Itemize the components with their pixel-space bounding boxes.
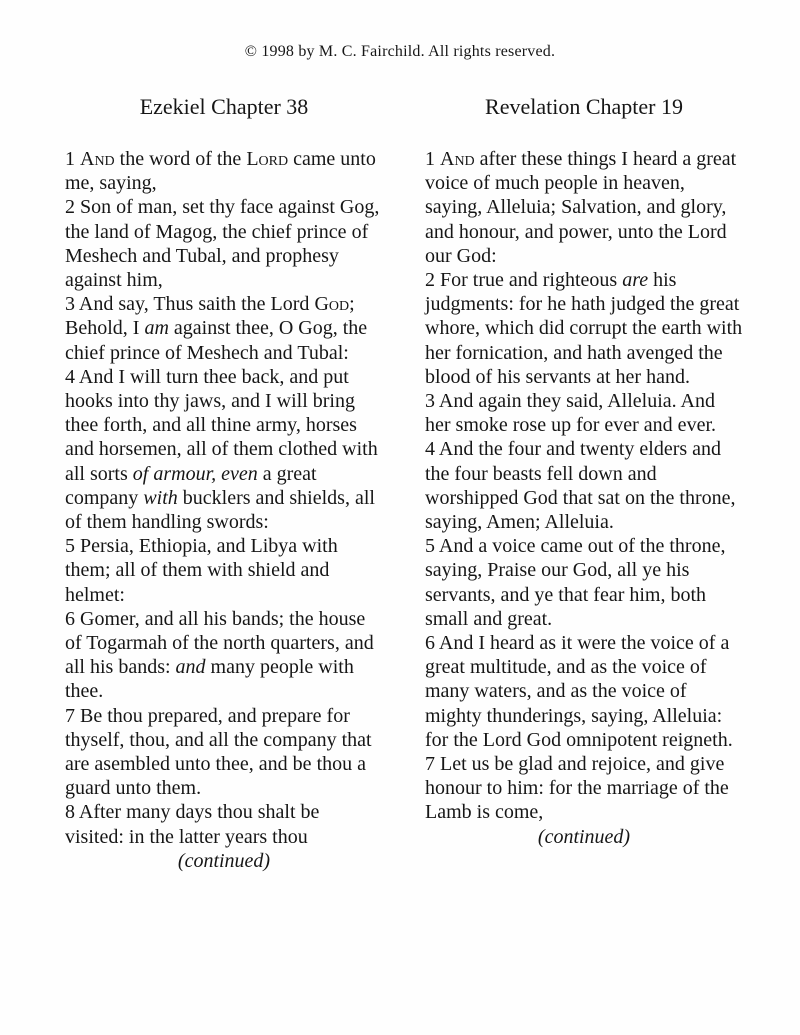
verse-text: 3 And again they said, Alleluia. And her smoke rose up for ever and ever.	[425, 390, 716, 437]
verse-text: 6 Gomer, and all his bands; the house of Togarmah of the north quarters, and all his bands:	[65, 607, 374, 679]
verse-text: 5 Persia, Ethiopia, and Libya with them; all of them with shield and helmet:	[65, 535, 338, 606]
verse-text: after these things I heard a great voice of much people in heaven, saying, Alleluia; Salvation, and glory, and honour, and power, unto the Lord our God:	[425, 148, 737, 267]
verse-paragraph	[65, 195, 383, 292]
verse-text: 1	[65, 148, 80, 170]
verse-text: 3 And say, Thus saith the Lord	[65, 293, 315, 316]
verse-text-block-ezekiel	[65, 147, 383, 849]
small-caps-text: God	[314, 293, 350, 316]
verse-paragraph	[65, 704, 383, 801]
verse-text: against thee, O Gog, the chief prince of Meshech and Tubal:	[65, 317, 368, 364]
verse-paragraph	[65, 800, 383, 848]
verse-paragraph	[425, 389, 743, 437]
verse-text: ; Behold, I	[65, 293, 355, 340]
italic-text: of armour, even	[132, 462, 258, 485]
copyright-notice: © 1998 by M. C. Fairchild. All rights reserved.	[244, 43, 556, 60]
verse-paragraph	[65, 292, 383, 365]
verse-paragraph	[65, 147, 383, 195]
verse-text: 7 Be thou prepared, and prepare for thyself, thou, and all the company that are asembled unto thee, and be thou a guard unto them.	[65, 704, 372, 800]
verse-paragraph	[425, 147, 743, 268]
verse-paragraph	[425, 437, 743, 534]
verse-text: a great company	[65, 462, 317, 509]
two-column-layout	[0, 94, 800, 873]
verse-text: 2 For true and righteous	[425, 269, 623, 292]
italic-text: are	[622, 269, 649, 292]
verse-text: 4 And I will turn thee back, and put hooks into thy jaws, and I will bring thee forth, and all thine army, horses and horsemen, all of them clothed with all sorts	[65, 365, 378, 485]
verse-text: 8 After many days thou shalt be visited: in the latter years thou	[65, 801, 320, 848]
verse-text: 5 And a voice came out of the throne, saying, Praise our God, all ye his servants, and ye that fear him, both small and great.	[425, 535, 726, 630]
column-title-revelation: Revelation Chapter 19	[485, 94, 683, 119]
verse-text: 7 Let us be glad and rejoice, and give honour to him: for the marriage of the Lamb is come,	[425, 753, 729, 824]
verse-text: many people with thee.	[65, 656, 354, 703]
italic-text: am	[144, 317, 169, 340]
verse-text: 6 And I heard as it were the voice of a great multitude, and as the voice of many waters, and as the voice of mighty thunderings, saying, Alleluia: for the Lord God omnipotent reigneth.	[425, 632, 733, 751]
verse-paragraph	[425, 631, 743, 752]
italic-text: and	[175, 656, 206, 679]
small-caps-text: And	[80, 148, 115, 170]
verse-text: 1	[425, 148, 440, 170]
verse-paragraph	[425, 534, 743, 631]
verse-paragraph	[65, 607, 383, 704]
verse-paragraph	[65, 534, 383, 607]
verse-paragraph	[425, 268, 743, 389]
small-caps-text: Lord	[246, 148, 289, 170]
verse-text: 2 Son of man, set thy face against Gog, the land of Magog, the chief prince of Meshech and Tubal, and prophesy against him,	[65, 196, 380, 292]
italic-text: with	[143, 486, 178, 509]
verse-text: bucklers and shields, all of them handling swords:	[65, 486, 375, 534]
column-title-ezekiel: Ezekiel Chapter 38	[139, 94, 309, 119]
small-caps-text: And	[440, 148, 475, 170]
column-ezekiel	[65, 94, 383, 873]
verse-text: his judgments: for he hath judged the great whore, which did corrupt the earth with her fornication, and hath avenged the blood of his servants at her hand.	[425, 269, 743, 388]
verse-text-block-revelation	[425, 147, 743, 825]
verse-paragraph	[425, 752, 743, 825]
column-revelation	[425, 94, 743, 873]
continued-label: (continued)	[177, 849, 271, 872]
continued-label: (continued)	[537, 825, 631, 848]
verse-text: 4 And the four and twenty elders and the four beasts fell down and worshipped God that sat on the throne, saying, Amen; Alleluia.	[425, 438, 736, 534]
verse-paragraph	[65, 365, 383, 534]
verse-text: the word of the	[114, 148, 247, 170]
verse-text: came unto me, saying,	[65, 148, 376, 195]
